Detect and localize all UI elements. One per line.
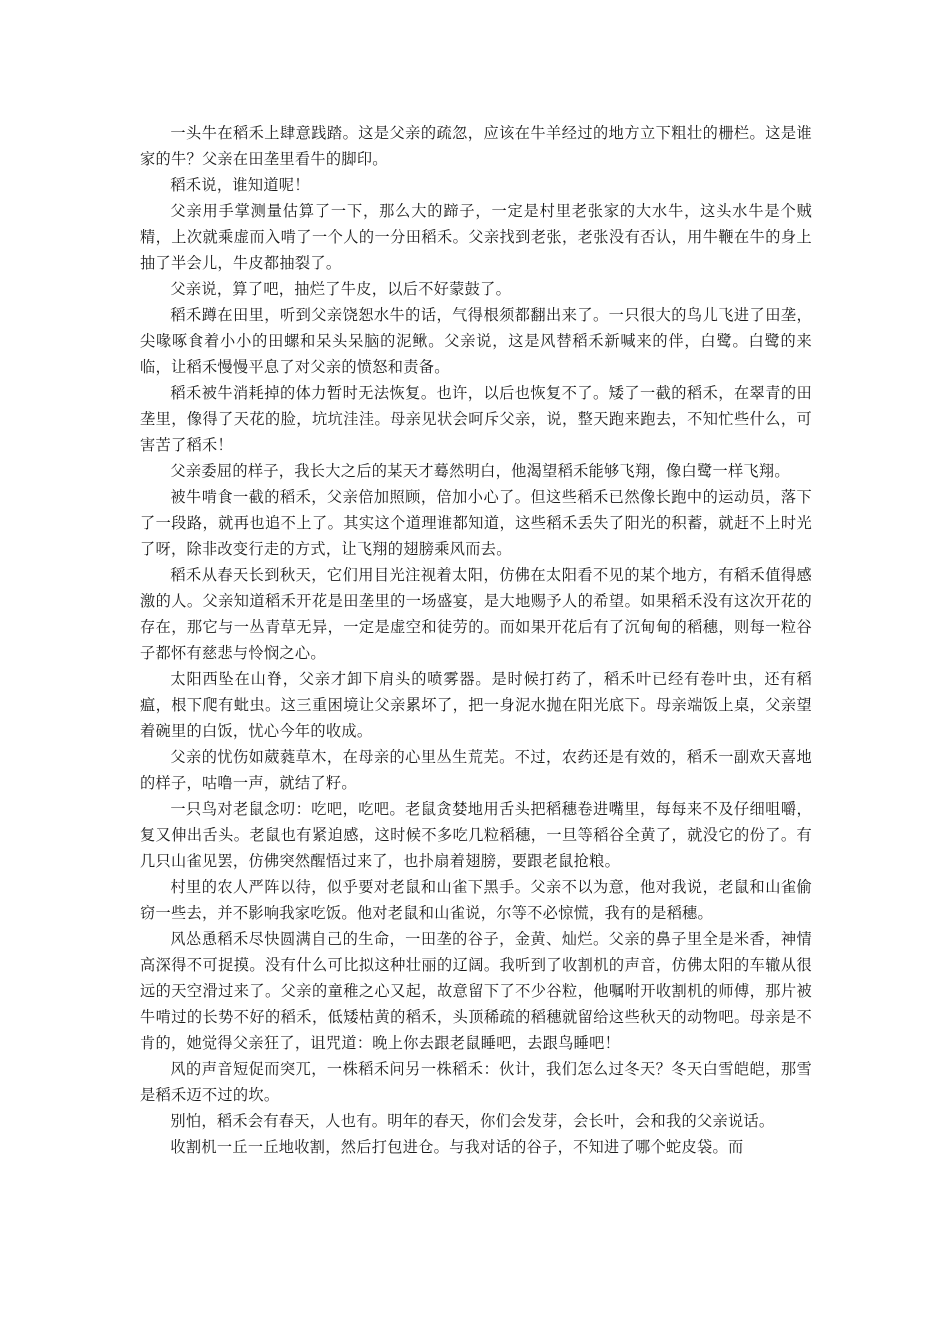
paragraph: 别怕，稻禾会有春天，人也有。明年的春天，你们会发芽，会长叶，会和我的父亲说话。: [170, 1112, 775, 1130]
paragraph: 一只鸟对老鼠念叨：吃吧，吃吧。老鼠贪婪地用舌头把稻穗卷进嘴里，每每来不及仔细咀嚼，复又伸出舌头。老鼠也有紧迫感，这时候不多吃几粒稻穗，一旦等稻谷全黄了，就没它的份了。有几只山雀见罢，仿佛突然醒悟过来了，也扑扇着翅膀，要跟老鼠抢粮。: [140, 800, 812, 870]
paragraph: 稻禾说，谁知道呢！: [170, 176, 310, 194]
paragraph: 村里的农人严阵以待，似乎要对老鼠和山雀下黑手。父亲不以为意，他对我说，老鼠和山雀偷窃一些去，并不影响我家吃饭。他对老鼠和山雀说，尔等不必惊慌，我有的是稻穗。: [140, 878, 812, 922]
paragraph: 一头牛在稻禾上肆意践踏。这是父亲的疏忽，应该在牛羊经过的地方立下粗壮的栅栏。这是谁家的牛？父亲在田垄里看牛的脚印。: [140, 124, 812, 168]
paragraph: 被牛啃食一截的稻禾，父亲倍加照顾，倍加小心了。但这些稻禾已然像长跑中的运动员，落下了一段路，就再也追不上了。其实这个道理谁都知道，这些稻禾丢失了阳光的积蓄，就赶不上时光了呀，除非改变行走的方式，让飞翔的翅膀乘风而去。: [140, 488, 812, 558]
paragraph: 太阳西坠在山脊，父亲才卸下肩头的喷雾器。是时候打药了，稻禾叶已经有卷叶虫，还有稻瘟，根下爬有蚍虫。这三重困境让父亲累坏了，把一身泥水抛在阳光底下。母亲端饭上桌，父亲望着碗里的白饭，忧心今年的收成。: [140, 670, 812, 740]
paragraph: 父亲用手掌测量估算了一下，那么大的蹄子，一定是村里老张家的大水牛，这头水牛是个贼精，上次就乘虚而入啃了一个人的一分田稻禾。父亲找到老张，老张没有否认，用牛鞭在牛的身上抽了半会儿，牛皮都抽裂了。: [140, 202, 812, 272]
paragraph: 收割机一丘一丘地收割，然后打包进仓。与我对话的谷子，不知进了哪个蛇皮袋。而: [170, 1138, 744, 1156]
paragraph: 稻禾被牛消耗掉的体力暂时无法恢复。也许，以后也恢复不了。矮了一截的稻禾，在翠青的田垄里，像得了天花的脸，坑坑洼洼。母亲见状会呵斥父亲，说，整天跑来跑去，不知忙些什么，可害苦了稻禾！: [140, 384, 812, 454]
paragraph: 稻禾蹲在田里，听到父亲饶恕水牛的话，气得根须都翻出来了。一只很大的鸟儿飞进了田垄，尖喙啄食着小小的田螺和呆头呆脑的泥鳅。父亲说，这是风替稻禾新喊来的伴，白鹭。白鹭的来临，让稻禾慢慢平息了对父亲的愤怒和责备。: [140, 306, 812, 376]
paragraph: 稻禾从春天长到秋天，它们用目光注视着太阳，仿佛在太阳看不见的某个地方，有稻禾值得感激的人。父亲知道稻禾开花是田垄里的一场盛宴，是大地赐予人的希望。如果稻禾没有这次开花的存在，那它与一丛青草无异，一定是虚空和徒劳的。而如果开花后有了沉甸甸的稻穗，则每一粒谷子都怀有慈悲与怜悯之心。: [140, 566, 812, 662]
paragraph: 风怂恿稻禾尽快圆满自己的生命，一田垄的谷子，金黄、灿烂。父亲的鼻子里全是米香，神情高深得不可捉摸。没有什么可比拟这种壮丽的辽阔。我听到了收割机的声音，仿佛太阳的车辙从很远的天空滑过来了。父亲的童稚之心又起，故意留下了不少谷粒，他嘱咐开收割机的师傅，那片被牛啃过的长势不好的稻禾，低矮枯黄的稻禾，头顶稀疏的稻穗就留给这些秋天的动物吧。母亲是不肯的，她觉得父亲狂了，诅咒道：晚上你去跟老鼠睡吧，去跟鸟睡吧！: [140, 930, 812, 1052]
paragraph: 风的声音短促而突兀，一株稻禾问另一株稻禾：伙计，我们怎么过冬天？冬天白雪皑皑，那雪是稻禾迈不过的坎。: [140, 1060, 812, 1104]
paragraph: 父亲的忧伤如葳蕤草木，在母亲的心里丛生荒芜。不过，农药还是有效的，稻禾一副欢天喜地的样子，咕噜一声，就结了籽。: [140, 748, 812, 792]
paragraph: 父亲委屈的样子，我长大之后的某天才蓦然明白，他渴望稻禾能够飞翔，像白鹭一样飞翔。: [170, 462, 790, 480]
document-page: [140, 120, 812, 1160]
paragraph: 父亲说，算了吧，抽烂了牛皮，以后不好蒙鼓了。: [170, 280, 512, 298]
